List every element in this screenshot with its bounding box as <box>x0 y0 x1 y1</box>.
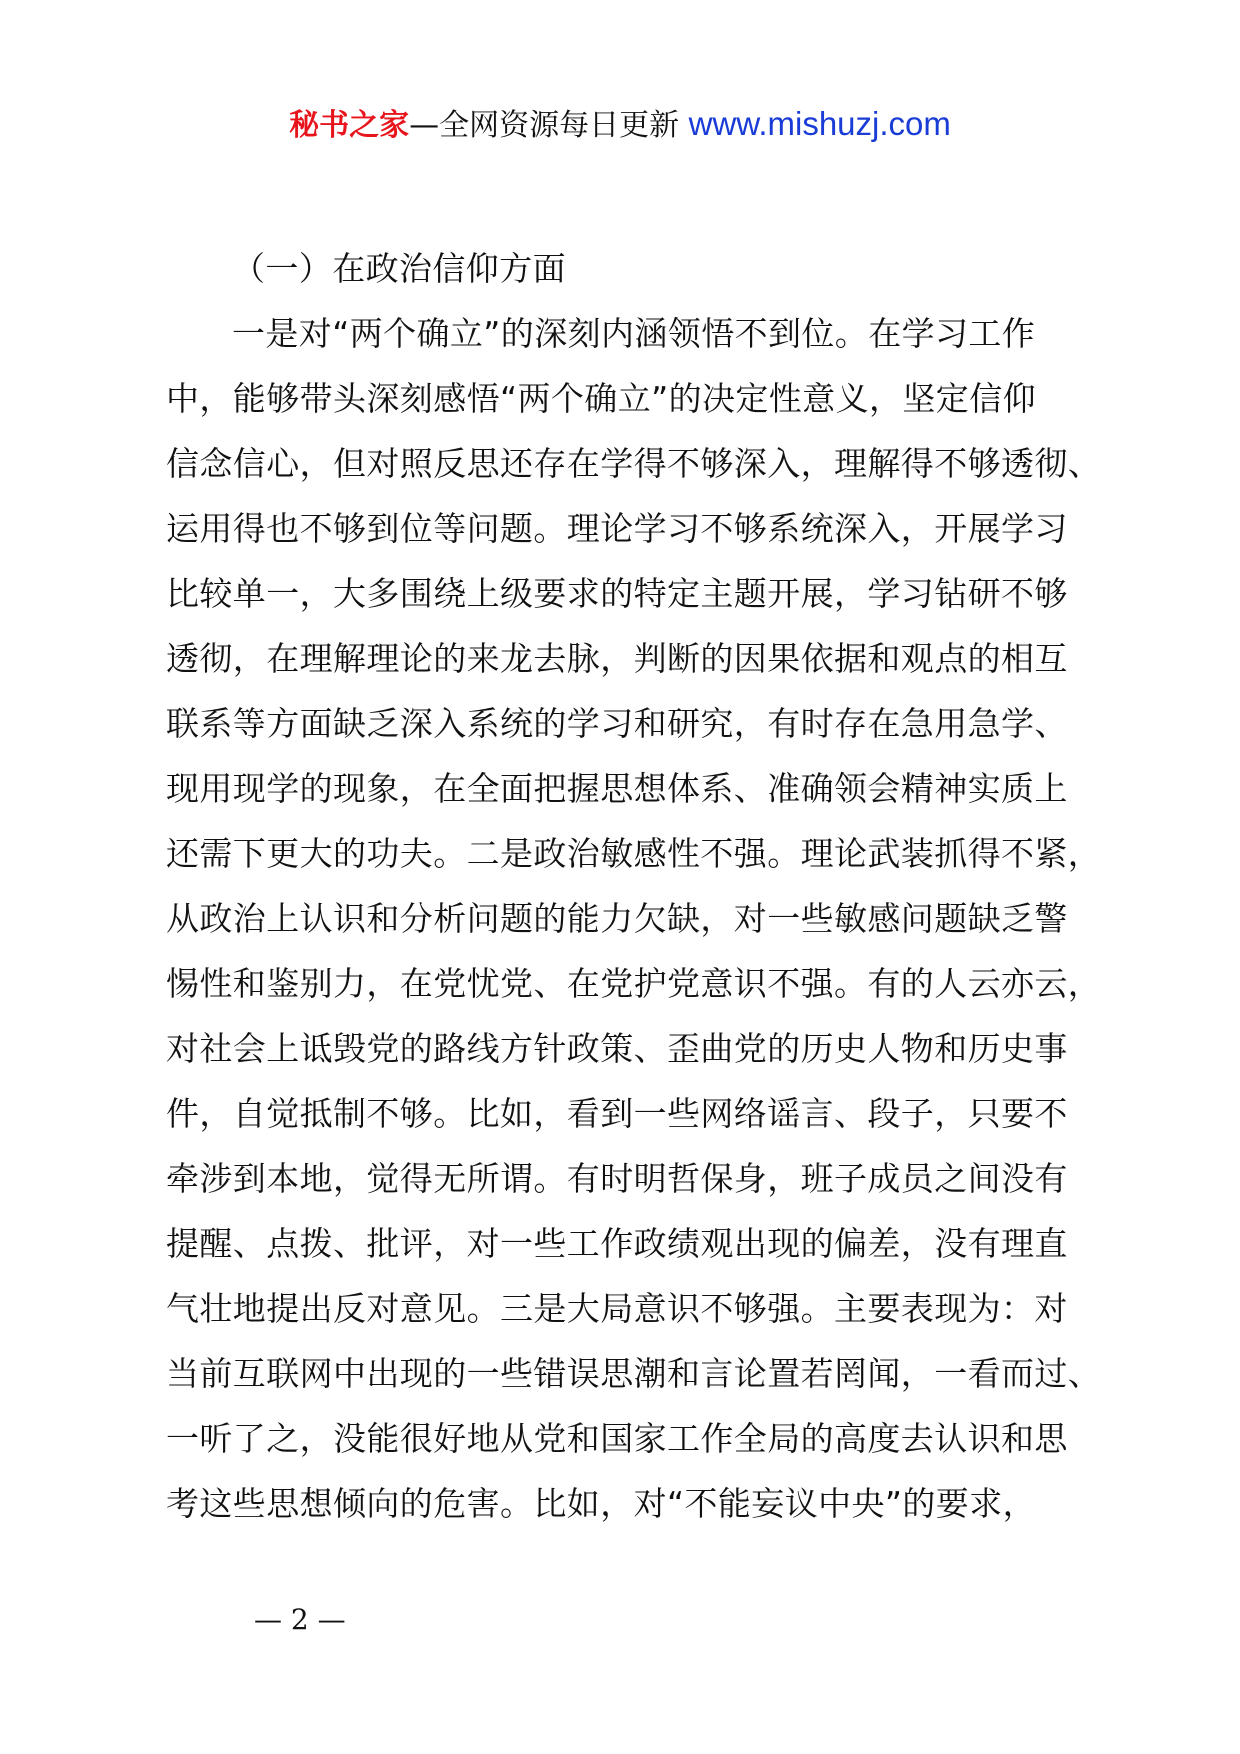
paragraph-line: 还需下更大的功夫。二是政治敏感性不强。理论武装抓得不紧， <box>166 834 1102 873</box>
paragraph-line: 从政治上认识和分析问题的能力欠缺，对一些敏感问题缺乏警 <box>166 899 1068 938</box>
paragraph-line: 透彻，在理解理论的来龙去脉，判断的因果依据和观点的相互 <box>166 639 1068 678</box>
paragraph-line: 运用得也不够到位等问题。理论学习不够系统深入，开展学习 <box>166 509 1068 548</box>
paragraph-line: 件，自觉抵制不够。比如，看到一些网络谣言、段子，只要不 <box>166 1094 1068 1133</box>
paragraph-line: 一听了之，没能很好地从党和国家工作全局的高度去认识和思 <box>166 1419 1068 1458</box>
brand-name: 秘书之家 <box>289 108 410 143</box>
paragraph <box>166 301 1114 1536</box>
header-tagline: —全网资源每日更新 <box>409 108 689 143</box>
paragraph-line: 信念信心，但对照反思还存在学得不够深入，理解得不够透彻、 <box>166 444 1102 483</box>
paragraph-line: 惕性和鉴别力，在党忧党、在党护党意识不强。有的人云亦云， <box>166 964 1102 1003</box>
paragraph-line: 考这些思想倾向的危害。比如，对“不能妄议中央”的要求， <box>166 1484 1036 1523</box>
site-url-link[interactable]: www.mishuzj.com <box>688 105 951 142</box>
paragraph-line: 中，能够带头深刻感悟“两个确立”的决定性意义，坚定信仰 <box>166 379 1036 418</box>
paragraph-line: 牵涉到本地，觉得无所谓。有时明哲保身，班子成员之间没有 <box>166 1159 1068 1198</box>
site-header <box>0 100 1240 150</box>
paragraph-line: 比较单一，大多围绕上级要求的特定主题开展，学习钻研不够 <box>166 574 1068 613</box>
page-number: — 2 — <box>254 1603 346 1636</box>
section-heading: （一）在政治信仰方面 <box>232 249 566 288</box>
paragraph-line: 对社会上诋毁党的路线方针政策、歪曲党的历史人物和历史事 <box>166 1029 1068 1068</box>
document-body <box>166 236 1114 1536</box>
paragraph-line: 现用现学的现象，在全面把握思想体系、准确领会精神实质上 <box>166 769 1068 808</box>
paragraph-line: 气壮地提出反对意见。三是大局意识不够强。主要表现为：对 <box>166 1289 1068 1328</box>
paragraph-line: 联系等方面缺乏深入系统的学习和研究，有时存在急用急学、 <box>166 704 1068 743</box>
paragraph-line: 当前互联网中出现的一些错误思潮和言论置若罔闻，一看而过、 <box>166 1354 1102 1393</box>
paragraph-line: 一是对“两个确立”的深刻内涵领悟不到位。在学习工作 <box>232 314 1036 353</box>
paragraph-line: 提醒、点拨、批评，对一些工作政绩观出现的偏差，没有理直 <box>166 1224 1068 1263</box>
